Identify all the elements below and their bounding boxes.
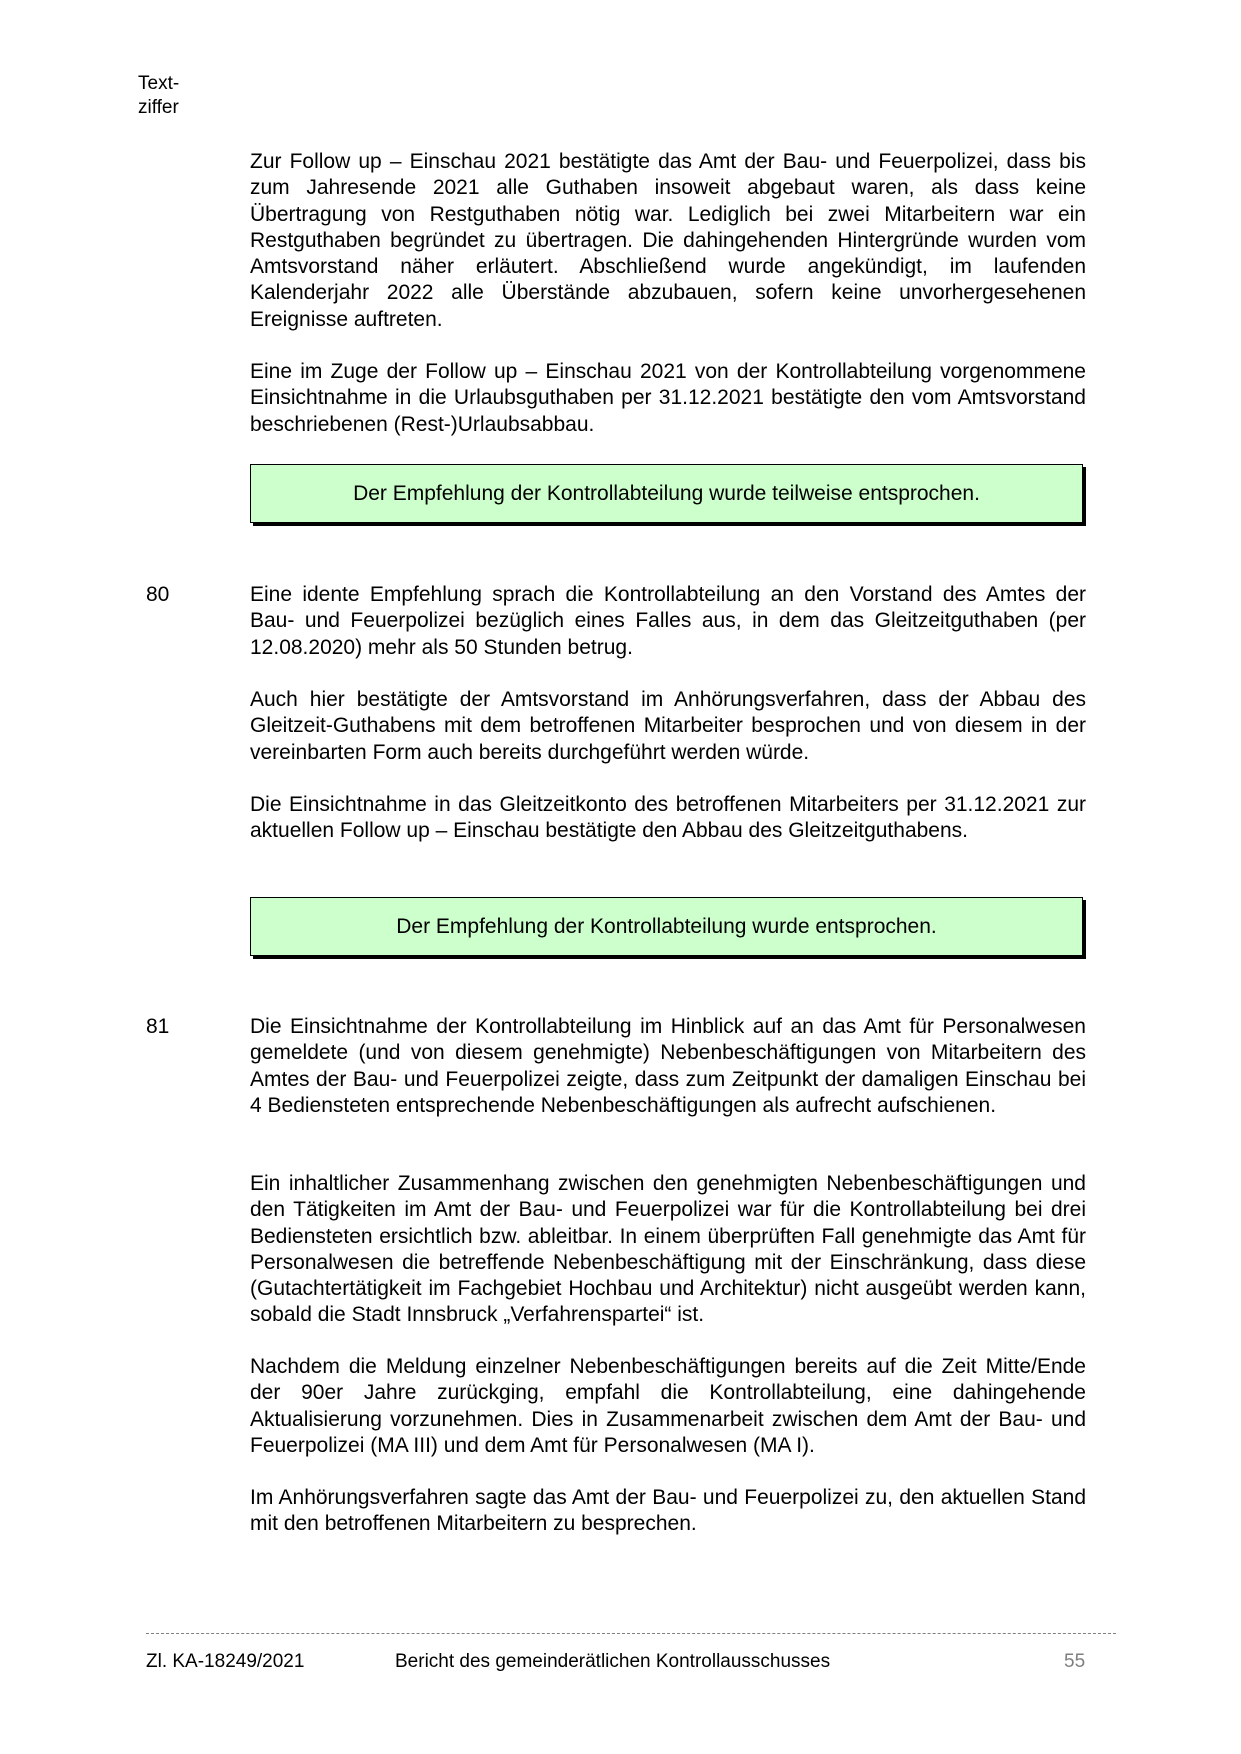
section-80-paragraph-1-block (250, 582, 1086, 661)
footer-divider (146, 1633, 1116, 1634)
page-number: 55 (1064, 1651, 1086, 1672)
section-81-paragraph-3: Nachdem die Meldung einzelner Nebenbeschäftigungen bereits auf die Zeit Mitte/Ende der 90er Jahre zurückging, empfahl die Kontrollabteilung, eine dahingehende Aktualisierung vorzunehmen. Dies in Zusammenarbeit zwischen dem Amt der Bau- und Feuerpolizei (MA III) und dem Amt für Personalwesen (MA I). (250, 1355, 1086, 1457)
textziffer-81: 81 (146, 1015, 170, 1038)
section-top-paragraph-2: Eine im Zuge der Follow up – Einschau 2021 von der Kontrollabteilung vorgenommene Einsichtnahme in die Urlaubsguthaben per 31.12.2021 bestätigte den vom Amtsvorstand beschriebenen (Rest-)Urlaubsabbau. (250, 360, 1086, 436)
section-80-paragraph-1: Eine idente Empfehlung sprach die Kontrollabteilung an den Vorstand des Amtes der Bau- und Feuerpolizei bezüglich eines Falles aus, in dem das Gleitzeitguthaben (per 12.08.2020) mehr als 50 Stunden betrug. (250, 583, 1086, 659)
section-81-paragraph-3-block (250, 1354, 1086, 1459)
margin-label-line2: ziffer (138, 97, 179, 118)
result-box-fulfilled (250, 897, 1083, 956)
section-81-paragraph-1-block (250, 1014, 1086, 1119)
section-80-paragraph-3-block (250, 792, 1086, 845)
section-top-paragraph-2-block (250, 359, 1086, 438)
section-81-paragraph-4-block (250, 1485, 1086, 1538)
margin-label-textziffer (138, 72, 179, 120)
result-text-partial: Der Empfehlung der Kontrollabteilung wurde teilweise entsprochen. (353, 481, 980, 505)
section-top-paragraph-1-block (250, 149, 1086, 333)
result-box-partial (250, 464, 1083, 523)
textziffer-80: 80 (146, 583, 170, 606)
section-81-paragraph-4: Im Anhörungsverfahren sagte das Amt der Bau- und Feuerpolizei zu, den aktuellen Stand mit den betroffenen Mitarbeitern zu besprechen. (250, 1486, 1086, 1536)
section-81-paragraph-2: Ein inhaltlicher Zusammenhang zwischen den genehmigten Nebenbeschäftigungen und den Tätigkeiten im Amt der Bau- und Feuerpolizei war für die Kontrollabteilung bei drei Bediensteten ersichtlich bzw. ableitbar. In einem überprüften Fall genehmigte das Amt für Personalwesen die betreffende Nebenbeschäftigung mit der Einschränkung, dass diese (Gutachtertätigkeit im Fachgebiet Hochbau und Architektur) nicht ausgeübt werden kann, sobald die Stadt Innsbruck „Verfahrenspartei“ ist. (250, 1172, 1086, 1327)
section-81-paragraph-2-block (250, 1171, 1086, 1329)
section-80-paragraph-2: Auch hier bestätigte der Amtsvorstand im Anhörungsverfahren, dass der Abbau des Gleitzeit-Guthabens mit dem betroffenen Mitarbeiter besprochen und von diesem in der vereinbarten Form auch bereits durchgeführt werden würde. (250, 688, 1086, 764)
margin-label-line1: Text- (138, 73, 180, 94)
result-text-fulfilled: Der Empfehlung der Kontrollabteilung wurde entsprochen. (396, 914, 937, 938)
section-80-paragraph-3: Die Einsichtnahme in das Gleitzeitkonto des betroffenen Mitarbeiters per 31.12.2021 zur aktuellen Follow up – Einschau bestätigte den Abbau des Gleitzeitguthabens. (250, 793, 1086, 843)
section-top-paragraph-1: Zur Follow up – Einschau 2021 bestätigte das Amt der Bau- und Feuerpolizei, dass bis zum Jahresende 2021 alle Guthaben insoweit abgebaut waren, als dass keine Übertragung von Restguthaben nötig war. Lediglich bei zwei Mitarbeitern war ein Restguthaben begründet zu übertragen. Die dahingehenden Hintergründe wurden vom Amtsvorstand näher erläutert. Abschließend wurde angekündigt, im laufenden Kalenderjahr 2022 alle Überstände abzubauen, sofern keine unvorhergesehenen Ereignisse auftreten. (250, 150, 1086, 331)
footer-title: Bericht des gemeinderätlichen Kontrollausschusses (395, 1651, 831, 1672)
section-80-paragraph-2-block (250, 687, 1086, 766)
section-81-paragraph-1: Die Einsichtnahme der Kontrollabteilung im Hinblick auf an das Amt für Personalwesen gemeldete (und von diesem genehmigte) Nebenbeschäftigungen von Mitarbeitern des Amtes der Bau- und Feuerpolizei zeigte, dass zum Zeitpunkt der damaligen Einschau bei 4 Bediensteten entsprechende Nebenbeschäftigungen als aufrecht aufschienen. (250, 1015, 1086, 1117)
footer-reference: Zl. KA-18249/2021 (146, 1651, 305, 1672)
